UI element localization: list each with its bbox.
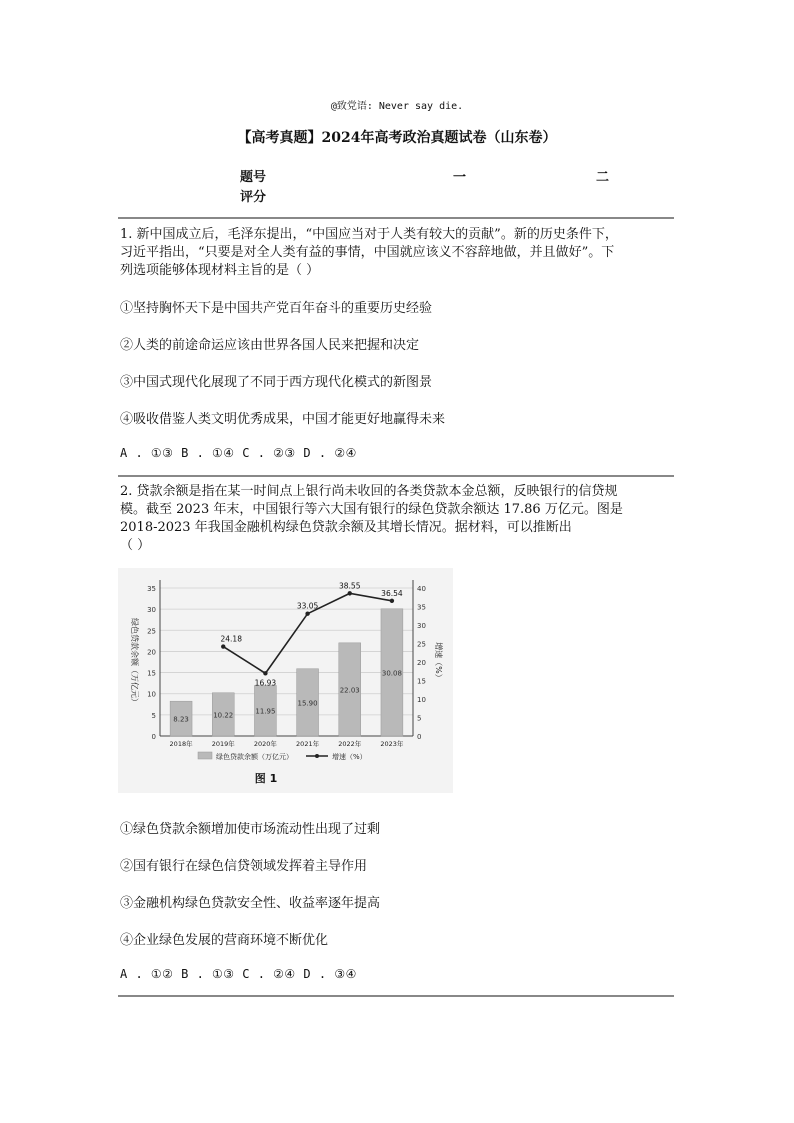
- chart-caption: 图 1: [254, 772, 278, 785]
- growth-point: [221, 644, 225, 648]
- q1-option-3: ③中国式现代化展现了不同于西方现代化模式的新图景: [120, 375, 433, 390]
- growth-point: [390, 599, 394, 603]
- q1-option-1: ①坚持胸怀天下是中国共产党百年奋斗的重要历史经验: [120, 301, 433, 316]
- score-table-row-number: 题号: [240, 170, 267, 185]
- y2-tick-label: 15: [417, 677, 426, 686]
- question-2-line: （ ）: [120, 538, 151, 553]
- y2-tick-label: 30: [417, 622, 426, 630]
- y-tick-label: 30: [147, 606, 156, 615]
- divider: [118, 217, 674, 219]
- divider: [118, 995, 674, 997]
- x-tick-label: 2020年: [253, 740, 277, 748]
- q2-option-3: ③金融机构绿色贷款安全性、收益率逐年提高: [120, 896, 381, 911]
- y-tick-label: 15: [147, 669, 156, 678]
- growth-value-label: 16.93: [254, 678, 277, 688]
- legend-line-label: 增速（%）: [332, 753, 367, 761]
- y2-tick-label: 35: [417, 603, 426, 612]
- bar-value-label: 11.95: [255, 707, 276, 716]
- page-title: 【高考真题】2024年高考政治真题试卷（山东卷）: [237, 130, 557, 146]
- q1-option-4: ④吸收借鉴人类文明优秀成果，中国才能更好地赢得未来: [120, 412, 446, 427]
- q1-answer-choices: A . ①③ B . ①④ C . ②③ D . ②④: [120, 446, 357, 460]
- growth-point: [348, 591, 352, 595]
- motto: @致党语: Never say die.: [330, 101, 464, 112]
- x-tick-label: 2022年: [338, 740, 362, 748]
- growth-point: [305, 612, 309, 616]
- bar-value-label: 22.03: [339, 686, 360, 695]
- x-tick-label: 2023年: [380, 740, 404, 748]
- legend-line-marker: [315, 754, 319, 758]
- y2-axis-title: 增速（%）: [434, 642, 443, 682]
- growth-value-label: 24.18: [220, 634, 242, 644]
- question-1-line: 1. 新中国成立后，毛泽东提出，“中国应当对于人类有较大的贡献”。新的历史条件下，: [120, 227, 618, 242]
- bar-value-label: 30.08: [381, 669, 402, 678]
- x-tick-label: 2019年: [211, 740, 235, 748]
- q1-option-2: ②人类的前途命运应该由世界各国人民来把握和决定: [120, 338, 420, 353]
- y-axis-title: 绿色贷款余额（万亿元）: [130, 618, 139, 706]
- divider: [118, 475, 674, 477]
- q2-answer-choices: A . ①② B . ①③ C . ②④ D . ③④: [120, 967, 357, 981]
- bar-value-label: 8.23: [173, 715, 189, 724]
- score-table-col-1: 一: [453, 170, 467, 185]
- question-2-line: 2018-2023 年我国金融机构绿色贷款余额及其增长情况。据材料，可以推断出: [120, 520, 572, 535]
- y-tick-label: 25: [147, 627, 156, 636]
- question-1-text: [120, 226, 670, 280]
- y2-tick-label: 10: [417, 696, 426, 704]
- y2-tick-label: 20: [417, 659, 426, 667]
- y-tick-label: 0: [151, 733, 156, 741]
- y2-tick-label: 25: [417, 640, 426, 649]
- score-table-row-score: 评分: [240, 190, 267, 205]
- question-2-text: [120, 483, 670, 555]
- y-tick-label: 5: [151, 711, 156, 720]
- growth-value-label: 38.55: [339, 581, 361, 591]
- growth-value-label: 36.54: [381, 588, 403, 598]
- y-tick-label: 20: [147, 648, 156, 657]
- legend-bar-swatch: [198, 752, 212, 759]
- bar-value-label: 15.90: [297, 699, 318, 708]
- y-tick-label: 10: [147, 690, 156, 699]
- x-tick-label: 2021年: [296, 740, 320, 748]
- green-loan-chart: [118, 568, 453, 793]
- question-1-line: 列选项能够体现材料主旨的是（ ）: [120, 263, 320, 278]
- question-2-line: 2. 贷款余额是指在某一时间点上银行尚未收回的各类贷款本金总额，反映银行的信贷规: [120, 484, 618, 499]
- y2-tick-label: 40: [417, 585, 426, 593]
- legend-bar-label: 绿色贷款余额（万亿元）: [216, 753, 293, 761]
- y2-tick-label: 0: [417, 733, 422, 741]
- question-1-line: 习近平指出，“只要是对全人类有益的事情，中国就应该义不容辞地做，并且做好”。下: [120, 245, 615, 260]
- y-tick-label: 35: [147, 585, 156, 593]
- growth-point: [263, 671, 267, 675]
- x-tick-label: 2018年: [169, 740, 193, 748]
- q2-option-4: ④企业绿色发展的营商环境不断优化: [120, 933, 329, 948]
- growth-value-label: 33.05: [296, 601, 319, 611]
- q2-option-2: ②国有银行在绿色信贷领域发挥着主导作用: [120, 859, 368, 874]
- bar-value-label: 10.22: [213, 711, 234, 720]
- question-2-line: 模。截至 2023 年末，中国银行等六大国有银行的绿色贷款余额达 17.86 万亿元。图是: [120, 502, 623, 517]
- q2-option-1: ①绿色贷款余额增加使市场流动性出现了过剩: [120, 822, 381, 837]
- score-table-col-2: 二: [596, 170, 610, 185]
- y2-tick-label: 5: [417, 714, 422, 723]
